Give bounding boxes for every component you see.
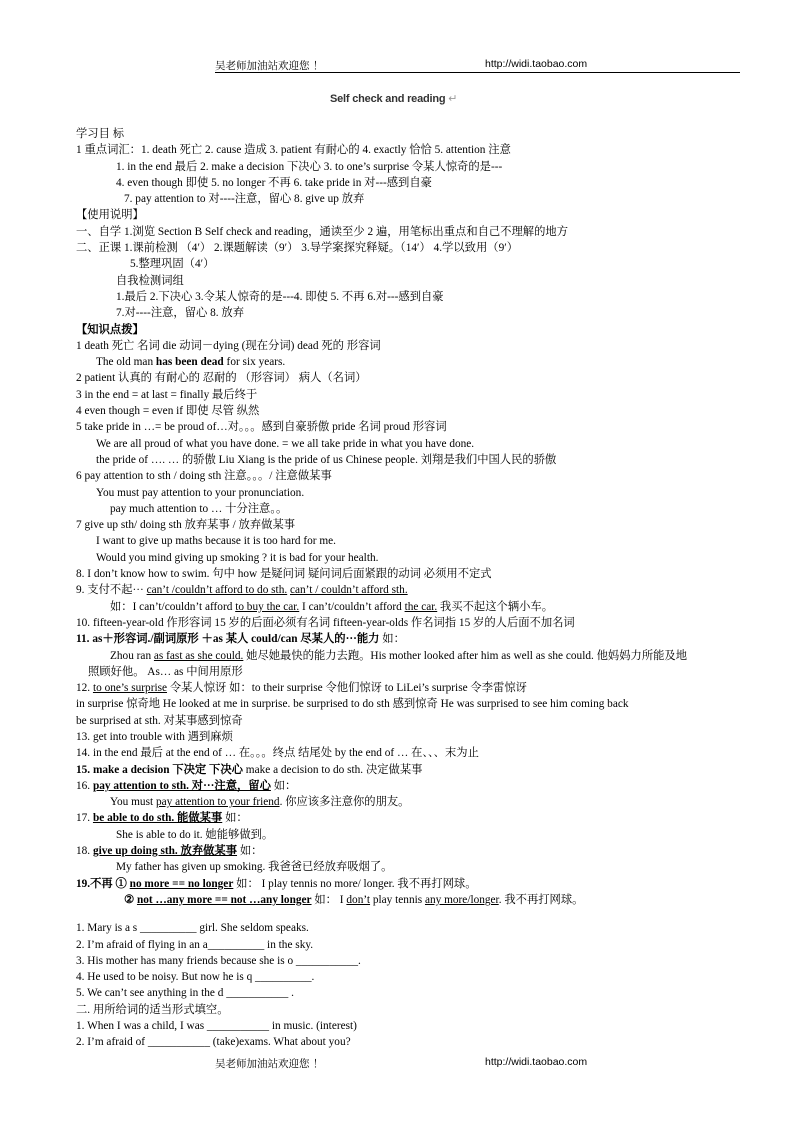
- line-k5-example-1: We are all proud of what you have done. = we all take pride in what you have done.: [96, 437, 475, 450]
- line-k17: [76, 810, 736, 826]
- underlined-segment: to one’s surprise: [92, 682, 168, 695]
- underlined-segment: as fast as she could.: [153, 649, 244, 662]
- page-footer: [215, 1054, 740, 1070]
- line-k1: 1 death 死亡 名词 die 动词－dying (现在分词) dead 死的 形容词: [76, 339, 381, 352]
- text-segment: 18.: [76, 845, 93, 858]
- section-2-heading: 二. 用所给词的适当形式填空。: [76, 1003, 229, 1016]
- line-k12: [76, 680, 736, 696]
- underlined-segment: can’t /couldn’t afford to do sth.: [146, 584, 288, 597]
- text-segment: 如：: [222, 812, 248, 825]
- line-k7: 7 give up sth/ doing sth 放弃某事 / 放弃做某事: [76, 519, 296, 532]
- text-segment: make a decision to do sth. 决定做某事: [242, 763, 423, 776]
- line-k8: 8. I don’t know how to swim. 句中 how 是疑问词 疑问词后面紧跟的动词 必须用不定式: [76, 568, 492, 581]
- bold-underlined-segment: be able to do sth. 能做某事: [92, 812, 223, 825]
- line-k9-example: [76, 599, 736, 615]
- bold-underlined-segment: no more == no longer: [129, 877, 234, 890]
- text-segment: 如：: [379, 633, 405, 646]
- line-k15: [76, 762, 736, 778]
- text-segment: 她尽她最快的能力去跑。His mother looked after him as well as she could. 他妈妈力所能及地: [243, 649, 688, 662]
- text-segment: 12.: [76, 682, 93, 695]
- exercise-4: 4. He used to be noisy. But now he is q __________.: [76, 971, 315, 984]
- exercise-1: 1. Mary is a s __________ girl. She seldom speaks.: [76, 922, 309, 935]
- text-segment: You must: [110, 796, 156, 809]
- footer-url[interactable]: http://widi.taobao.com: [485, 1056, 588, 1068]
- text-segment: 9. 支付不起···: [76, 584, 147, 597]
- header-url[interactable]: http://widi.taobao.com: [485, 58, 588, 70]
- line-k18: [76, 843, 736, 859]
- bold-segment: ②: [124, 893, 137, 906]
- underlined-segment: can’t / couldn’t afford sth.: [290, 584, 408, 597]
- line-k16-example: [76, 794, 736, 810]
- exercise-2-1: 1. When I was a child, I was ___________ in music. (interest): [76, 1020, 357, 1033]
- exercise-3: 3. His mother has many friends because she is o ___________.: [76, 954, 361, 967]
- line-phrases-2: 4. even though 即使 5. no longer 不再 6. take pride in 对---感到自豪: [116, 176, 432, 189]
- bold-segment: 11. as＋形容词./副词原形 ＋as 某人 could/can 尽某人的···能力: [76, 633, 380, 646]
- line-k18-example: My father has given up smoking. 我爸爸已经放弃吸烟了。: [116, 861, 393, 874]
- line-k11: [76, 631, 736, 647]
- underlined-segment: pay attention to your friend: [155, 796, 280, 809]
- text-segment: 17.: [76, 812, 93, 825]
- bold-segment: 15. make a decision 下决定 下决心: [76, 763, 243, 776]
- text-segment: 令某人惊讶 如：to their surprise 令他们惊讶 to LiLei’s surprise 令李雷惊讶: [167, 682, 527, 695]
- line-k7-example-1: I want to give up maths because it is too hard for me.: [96, 535, 336, 548]
- line-k5-example-2: the pride of …. … 的骄傲 Liu Xiang is the pride of us Chinese people. 刘翔是我们中国人民的骄傲: [96, 453, 557, 466]
- line-phrases-3: 7. pay attention to 对----注意，留心 8. give up 放弃: [124, 193, 365, 206]
- header-left-text: 吴老师加油站欢迎您 ！: [215, 60, 324, 72]
- line-k11-example-cont: 照顾好他。 As… as 中间用原形: [88, 665, 243, 678]
- text-segment: 16.: [76, 779, 93, 792]
- line-usage-heading: 【使用说明】: [76, 209, 144, 222]
- text-segment: 如：: [237, 845, 263, 858]
- line-class: 二、正课 1.课前检测 （4′） 2.课题解读（9′） 3.导学案探究释疑。（14′） 4.学以致用（9′）: [76, 242, 518, 255]
- spacer: [76, 908, 736, 920]
- line-k19-2: [76, 892, 736, 908]
- text-segment: play tennis: [370, 893, 425, 906]
- text-segment: 如： I: [311, 893, 347, 906]
- footer-left-text: 吴老师加油站欢迎您 ！: [215, 1058, 324, 1070]
- bold-underlined-segment: pay attention to sth. 对···注意，留心: [92, 779, 271, 792]
- underlined-segment: the car.: [404, 600, 438, 613]
- underlined-segment: to buy the car.: [235, 600, 300, 613]
- exercise-2-2: 2. I’m afraid of ___________ (take)exams. What about you?: [76, 1036, 351, 1049]
- line-k4: 4 even though = even if 即使 尽管 纵然: [76, 405, 260, 418]
- exercise-2: 2. I’m afraid of flying in an a__________ in the sky.: [76, 938, 314, 951]
- line-k11-example: [76, 648, 736, 664]
- underlined-segment: any more/longer: [424, 893, 499, 906]
- bold-segment: has been dead: [155, 356, 224, 369]
- line-class-5: 5.整理巩固（4′）: [130, 258, 215, 271]
- line-self-check: 自我检测词组: [116, 274, 184, 287]
- line-k2: 2 patient 认真的 有耐心的 忍耐的 （形容词） 病人（名词）: [76, 372, 367, 385]
- line-k9: [76, 582, 736, 598]
- line-k7-example-2: Would you mind giving up smoking ? it is bad for your health.: [96, 551, 379, 564]
- line-k12-in-surprise: in surprise 惊奇地 He looked at me in surprise. be surprised to do sth 感到惊奇 He was surprised to see him coming back: [76, 698, 629, 711]
- line-objectives: 学习目 标: [76, 128, 125, 140]
- line-k12-surprised-at: be surprised at sth. 对某事感到惊奇: [76, 714, 243, 727]
- line-phrases-1: 1. in the end 最后 2. make a decision 下决心 3. to one’s surprise 令某人惊奇的是---: [116, 160, 503, 173]
- bold-underlined-segment: not …any more == not …any longer: [136, 893, 312, 906]
- bold-segment: 19.不再 ①: [76, 877, 130, 890]
- underlined-segment: don’t: [346, 893, 371, 906]
- text-segment: The old man: [96, 356, 156, 369]
- document-title: [330, 92, 457, 105]
- line-k6-example-2: pay much attention to … 十分注意。。: [110, 502, 288, 515]
- text-segment: . 我不再打网球。: [498, 893, 584, 906]
- text-segment: Zhou ran: [110, 649, 154, 662]
- title-text: Self check and reading: [330, 93, 446, 105]
- line-k14: 14. in the end 最后 at the end of … 在。。。终点 结尾处 by the end of … 在、、、末为止: [76, 747, 479, 760]
- line-k6: 6 pay attention to sth / doing sth 注意。。。/ 注意做某事: [76, 470, 332, 483]
- line-k13: 13. get into trouble with 遇到麻烦: [76, 730, 233, 743]
- text-segment: 如：: [270, 779, 297, 792]
- line-vocab: 1 重点词汇：1. death 死亡 2. cause 造成 3. patient 有耐心的 4. exactly 恰恰 5. attention 注意: [76, 144, 511, 157]
- line-k6-example-1: You must pay attention to your pronunciation.: [96, 486, 305, 499]
- exercise-5: 5. We can’t see anything in the d ___________ .: [76, 987, 294, 1000]
- line-k1-example: [76, 354, 736, 370]
- text-segment: I can’t/couldn’t afford: [299, 600, 405, 613]
- line-k5: 5 take pride in …= be proud of…对。。。感到自豪骄傲 pride 名词 proud 形容词: [76, 421, 447, 434]
- line-k3: 3 in the end = at last = finally 最后终于: [76, 388, 258, 401]
- line-knowledge-heading: 【知识点拨】: [76, 323, 144, 336]
- text-segment: 如：I can’t/couldn’t afford: [110, 600, 236, 613]
- line-self-study: 一、自学 1.浏览 Section B Self check and reading，通读至少 2 遍，用笔标出重点和自己不理解的地方: [76, 225, 568, 238]
- document-body: [76, 126, 736, 1051]
- line-k16: [76, 778, 736, 794]
- line-k17-example: She is able to do it. 她能够做到。: [116, 828, 274, 841]
- line-k10: 10. fifteen-year-old 作形容词 15 岁的后面必须有名词 fifteen-year-olds 作名词指 15 岁的人后面不加名词: [76, 616, 575, 629]
- paragraph-mark-icon: ↵: [448, 93, 458, 105]
- line-k19: [76, 876, 736, 892]
- line-check-2: 7.对----注意，留心 8. 放弃: [116, 307, 245, 320]
- text-segment: 如： I play tennis no more/ longer. 我不再打网球。: [233, 877, 477, 890]
- text-segment: for six years.: [223, 356, 286, 369]
- line-check-1: 1.最后 2.下决心 3.令某人惊奇的是---4. 即使 5. 不再 6.对---感到自豪: [116, 290, 444, 303]
- text-segment: 我买不起这个辆小车。: [437, 600, 554, 613]
- bold-underlined-segment: give up doing sth. 放弃做某事: [92, 845, 238, 858]
- page-header: [215, 56, 740, 73]
- text-segment: . 你应该多注意你的朋友。: [279, 796, 410, 809]
